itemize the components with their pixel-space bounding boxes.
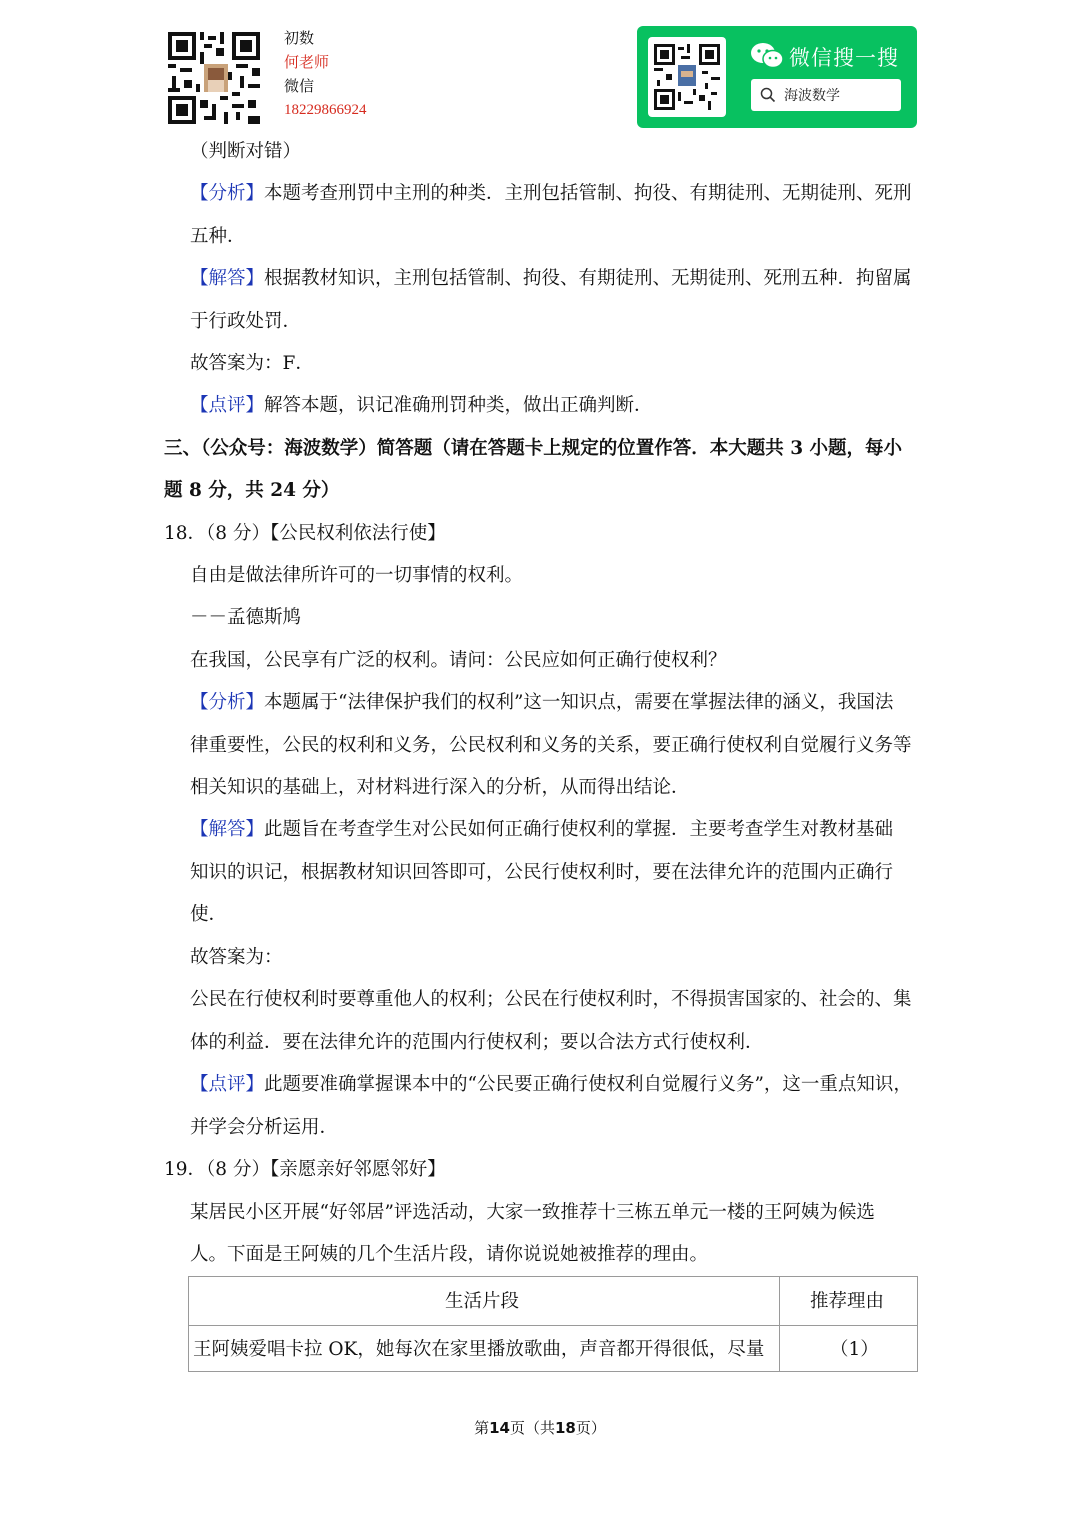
- table-header-reason: 推荐理由: [810, 1291, 885, 1312]
- table-cell-fragment-1: 王阿姨爱唱卡拉 OK，她每次在家里播放歌曲，声音都开得很低，尽量: [193, 1339, 765, 1360]
- contact-subject: 初数: [284, 29, 315, 47]
- wechat-search-text: 海波数学: [784, 88, 840, 104]
- q19-heading: 19．（8 分）【亲愿亲好邻愿邻好】: [164, 1159, 446, 1180]
- search-icon: [760, 87, 776, 107]
- q17-final-answer: 故答案为：F．: [190, 353, 314, 374]
- q18-comment-text1: 此题要准确掌握课本中的“公民要正确行使权利自觉履行义务”，这一重点知识，: [264, 1074, 912, 1095]
- q19-text-line2: 人。下面是王阿姨的几个生活片段，请你说说她被推荐的理由。: [190, 1244, 709, 1265]
- q18-answer-text1: 此题旨在考查学生对公民如何正确行使权利的掌握．主要考查学生对教材基础: [264, 819, 894, 840]
- q18-comment-line1: [190, 1073, 912, 1097]
- q18-answer-line3: 使．: [190, 904, 228, 925]
- table-cell-reason-1: （1）: [830, 1339, 879, 1360]
- q19-text-line1: 某居民小区开展“好邻居”评选活动，大家一致推荐十三栋五单元一楼的王阿姨为候选: [190, 1202, 875, 1223]
- comment-tag: 【点评】: [190, 395, 265, 416]
- q17-answer-line2: 于行政处罚．: [190, 311, 302, 332]
- page-footer: [0, 1417, 1080, 1438]
- q18-question: 在我国，公民享有广泛的权利。请问：公民应如何正确行使权利？: [190, 650, 727, 671]
- table-header-fragment: 生活片段: [445, 1291, 520, 1312]
- answer-tag: 【解答】: [190, 268, 265, 289]
- judge-instruction: （判断对错）: [190, 141, 302, 162]
- section-3-heading-line2: 题 8 分，共 24 分）: [164, 480, 340, 501]
- footer-prefix: 第: [474, 1419, 490, 1437]
- q18-quote: 自由是做法律所许可的一切事情的权利。: [190, 565, 524, 586]
- wechat-qr-code: [648, 37, 726, 117]
- q18-analysis-line2: 律重要性，公民的权利和义务，公民权利和义务的关系，要正确行使权利自觉履行义务等: [190, 735, 912, 756]
- section-3-heading-line1: 三、（公众号：海波数学）简答题（请在答题卡上规定的位置作答．本大题共 3 小题，每小: [164, 438, 903, 459]
- answer-tag: 【解答】: [190, 819, 265, 840]
- q17-answer-line1: [190, 267, 912, 291]
- q17-comment: [190, 394, 653, 418]
- contact-name: 何老师: [284, 53, 330, 71]
- q18-final-answer-line1: 公民在行使权利时要尊重他人的权利；公民在行使权利时，不得损害国家的、社会的、集: [190, 989, 912, 1010]
- q17-comment-text: 解答本题，识记准确刑罚种类，做出正确判断．: [264, 395, 653, 416]
- analysis-tag: 【分析】: [190, 183, 265, 204]
- q17-analysis-line2: 五种．: [190, 226, 246, 247]
- wechat-logo-icon: [750, 42, 784, 74]
- comment-tag: 【点评】: [190, 1074, 265, 1095]
- q18-answer-line2: 知识的识记，根据教材知识回答即可，公民行使权利时，要在法律允许的范围内正确行: [190, 862, 894, 883]
- q18-final-answer-line2: 体的利益．要在法律允许的范围内行使权利；要以合法方式行使权利．: [190, 1032, 764, 1053]
- analysis-tag: 【分析】: [190, 692, 265, 713]
- q18-comment-line2: 并学会分析运用．: [190, 1117, 339, 1138]
- footer-middle: 页（共: [509, 1419, 555, 1437]
- wechat-search-box[interactable]: [751, 79, 901, 111]
- wechat-search-card[interactable]: [637, 26, 917, 128]
- q18-heading: 18．（8 分）【公民权利依法行使】: [164, 523, 446, 544]
- q18-quote-author: －－孟德斯鸠: [190, 607, 302, 628]
- contact-info: [284, 26, 367, 122]
- wechat-card-title: 微信搜一搜: [789, 46, 899, 70]
- footer-page-number: 14: [489, 1419, 510, 1437]
- footer-total-pages: 18: [555, 1419, 576, 1437]
- q18-final-answer-label: 故答案为：: [190, 947, 283, 968]
- table-row-divider: [189, 1325, 917, 1326]
- q18-analysis-line3: 相关知识的基础上，对材料进行深入的分析，从而得出结论．: [190, 777, 690, 798]
- contact-wechat-label: 微信: [284, 77, 315, 95]
- q17-analysis-text1: 本题考查刑罚中主刑的种类．主刑包括管制、拘役、有期徒刑、无期徒刑、死刑: [264, 183, 912, 204]
- q18-analysis-text1: 本题属于“法律保护我们的权利”这一知识点，需要在掌握法律的涵义，我国法: [264, 692, 894, 713]
- footer-suffix: 页）: [575, 1419, 606, 1437]
- q18-analysis-line1: [190, 691, 893, 715]
- table-column-divider: [779, 1277, 780, 1371]
- life-fragments-table: [188, 1276, 918, 1372]
- q17-analysis-line1: [190, 182, 912, 206]
- qr-code-image: [168, 32, 260, 124]
- contact-phone: 18229866924: [284, 102, 367, 118]
- q18-answer-line1: [190, 818, 893, 842]
- q17-answer-text1: 根据教材知识，主刑包括管制、拘役、有期徒刑、无期徒刑、死刑五种．拘留属: [264, 268, 912, 289]
